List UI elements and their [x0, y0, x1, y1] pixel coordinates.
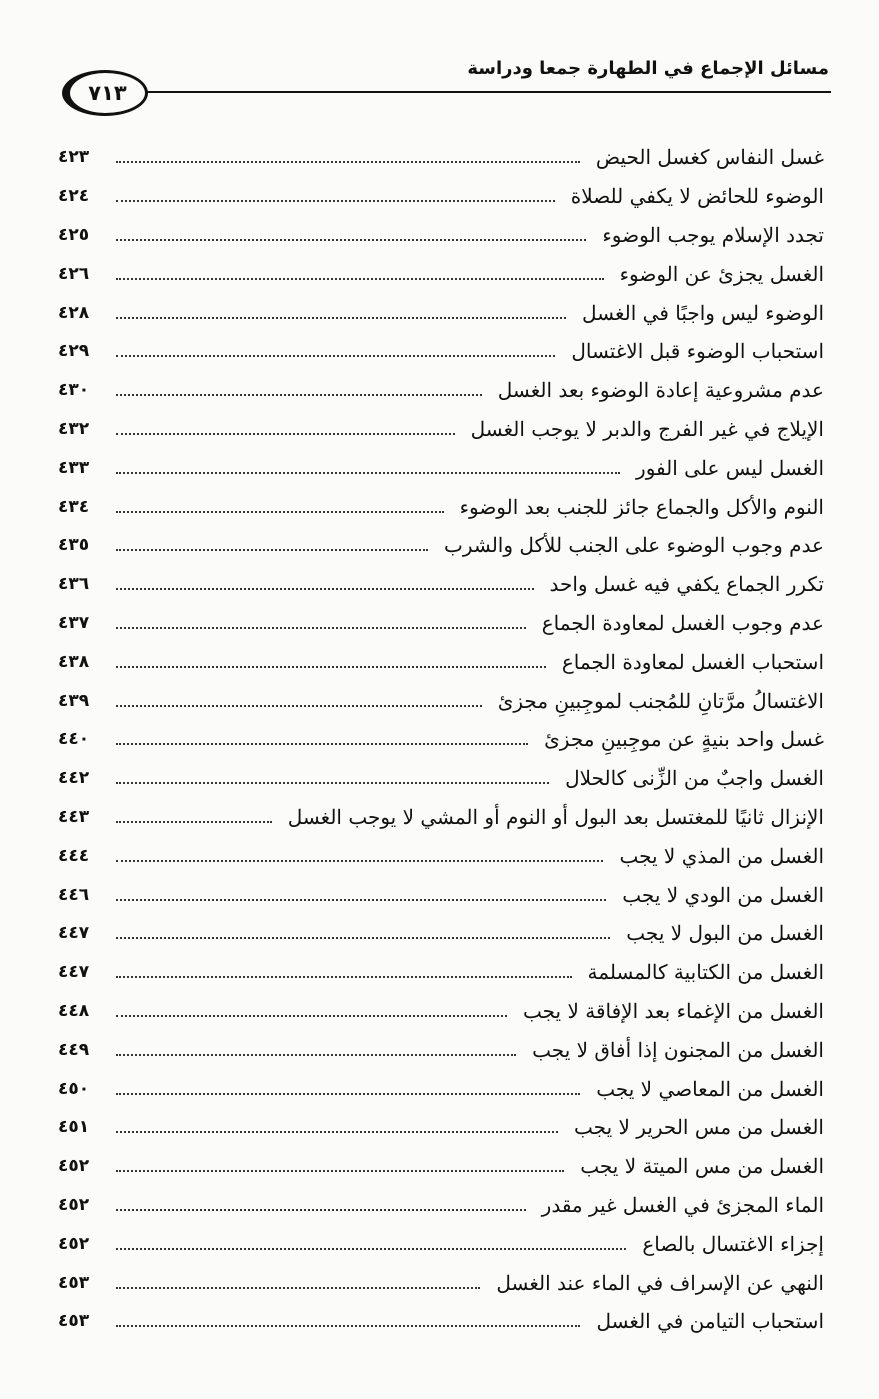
toc-topic: الغسل من المعاصي لا يجب [596, 1076, 824, 1101]
toc-page-number: ٤٥٠ [58, 1078, 90, 1099]
dot-leader [116, 1054, 516, 1056]
header-rule [140, 91, 831, 93]
toc-entry [58, 293, 824, 332]
toc-page-number: ٤٤٦ [58, 884, 90, 905]
toc-page-number: ٤٢٥ [58, 224, 90, 245]
toc-entry [58, 332, 824, 371]
toc-page-number: ٤٥٣ [58, 1311, 90, 1332]
toc-topic: الوضوء للحائض لا يكفي للصلاة [570, 184, 824, 209]
dot-leader [116, 1325, 580, 1327]
toc-topic: الغسل واجبٌ من الزِّنى كالحلال [565, 766, 824, 791]
toc-topic: عدم مشروعية إعادة الوضوء بعد الغسل [497, 378, 824, 403]
toc-page-number: ٤٣٤ [58, 496, 90, 517]
toc-topic: الغسل من الودي لا يجب [622, 882, 824, 907]
toc-page-number: ٤٤٤ [58, 845, 90, 866]
toc-topic: تكرر الجماع يكفي فيه غسل واحد [549, 572, 824, 597]
toc-entry [58, 1030, 824, 1069]
dot-leader [116, 394, 482, 396]
toc-page-number: ٤٣٧ [58, 612, 90, 633]
dot-leader [116, 588, 534, 590]
toc-topic: تجدد الإسلام يوجب الوضوء [602, 222, 824, 247]
dot-leader [116, 278, 604, 280]
dot-leader [116, 821, 272, 823]
dot-leader [116, 1170, 564, 1172]
toc-entry [58, 177, 824, 216]
page-number-badge [62, 70, 148, 116]
book-title: مسائل الإجماع في الطهارة جمعا ودراسة [467, 58, 829, 79]
toc-page-number: ٤٤٧ [58, 962, 90, 983]
dot-leader [116, 1248, 626, 1250]
dot-leader [116, 239, 586, 241]
dot-leader [116, 1015, 507, 1017]
toc-entry [58, 1069, 824, 1108]
toc-entry [58, 410, 824, 449]
dot-leader [116, 511, 444, 513]
toc-page-number: ٤٢٦ [58, 263, 90, 284]
toc-entry [58, 216, 824, 255]
toc-topic: الغسل ليس على الفور [636, 455, 824, 480]
dot-leader [116, 549, 428, 551]
toc-entry [58, 798, 824, 837]
toc-entry [58, 565, 824, 604]
toc-topic: الغسل من مس الميتة لا يجب [580, 1154, 824, 1179]
toc-topic: الاغتسالُ مرَّتانِ للمُجنب لموجِبينِ مجزئ [497, 688, 824, 713]
toc-entry [58, 371, 824, 410]
toc-page-number: ٤٤٧ [58, 923, 90, 944]
dot-leader [116, 161, 580, 163]
toc-topic: استحباب الوضوء قبل الاغتسال [571, 339, 824, 364]
table-of-contents [58, 138, 824, 1341]
dot-leader [116, 317, 566, 319]
toc-entry [58, 448, 824, 487]
toc-page-number: ٤٢٩ [58, 341, 90, 362]
dot-leader [116, 433, 455, 435]
page-number: ٧١٣ [88, 81, 127, 105]
toc-topic: استحباب التيامن في الغسل [596, 1309, 824, 1334]
toc-page-number: ٤٤٣ [58, 806, 90, 827]
toc-topic: الوضوء ليس واجبًا في الغسل [582, 300, 824, 325]
toc-page-number: ٤٤٠ [58, 729, 90, 750]
toc-topic: غسل واحد بنيةٍ عن موجِبينِ مجزئ [544, 727, 824, 752]
toc-page-number: ٤٥٢ [58, 1233, 90, 1254]
toc-entry [58, 914, 824, 953]
toc-entry [58, 1186, 824, 1225]
toc-entry [58, 953, 824, 992]
toc-page-number: ٤٥٢ [58, 1156, 90, 1177]
toc-entry [58, 254, 824, 293]
toc-entry [58, 138, 824, 177]
toc-topic: الغسل من المذي لا يجب [619, 843, 824, 868]
toc-topic: الغسل من المجنون إذا أفاق لا يجب [532, 1037, 824, 1062]
toc-entry [58, 642, 824, 681]
toc-page-number: ٤٤٩ [58, 1039, 90, 1060]
toc-page-number: ٤٥٣ [58, 1272, 90, 1293]
toc-topic: الإيلاج في غير الفرج والدبر لا يوجب الغسل [470, 416, 824, 441]
dot-leader [116, 1287, 480, 1289]
toc-entry [58, 720, 824, 759]
toc-entry [58, 759, 824, 798]
toc-entry [58, 1302, 824, 1341]
toc-topic: إجزاء الاغتسال بالصاع [642, 1231, 824, 1256]
toc-page-number: ٤٢٤ [58, 186, 90, 207]
toc-page-number: ٤٤٨ [58, 1000, 90, 1021]
toc-entry [58, 1263, 824, 1302]
dot-leader [116, 472, 620, 474]
toc-page-number: ٤٣٠ [58, 380, 90, 401]
dot-leader [116, 200, 555, 202]
toc-page-number: ٤٥٢ [58, 1194, 90, 1215]
toc-topic: عدم وجوب الغسل لمعاودة الجماع [541, 610, 824, 635]
toc-page-number: ٤٥١ [58, 1117, 90, 1138]
toc-entry [58, 1108, 824, 1147]
toc-entry [58, 1224, 824, 1263]
toc-entry [58, 1147, 824, 1186]
toc-page-number: ٤٢٨ [58, 302, 90, 323]
toc-topic: استحباب الغسل لمعاودة الجماع [561, 649, 824, 674]
toc-entry [58, 604, 824, 643]
toc-topic: الغسل من البول لا يجب [626, 921, 824, 946]
toc-entry [58, 992, 824, 1031]
dot-leader [116, 705, 482, 707]
dot-leader [116, 1131, 558, 1133]
toc-entry [58, 487, 824, 526]
toc-topic: النهي عن الإسراف في الماء عند الغسل [496, 1270, 824, 1295]
dot-leader [116, 1093, 580, 1095]
dot-leader [116, 666, 546, 668]
toc-page-number: ٤٣٩ [58, 690, 90, 711]
dot-leader [116, 976, 572, 978]
dot-leader [116, 899, 606, 901]
toc-topic: الغسل يجزئ عن الوضوء [619, 261, 824, 286]
toc-page-number: ٤٣٦ [58, 574, 90, 595]
toc-entry [58, 836, 824, 875]
toc-page-number: ٤٤٢ [58, 768, 90, 789]
toc-page-number: ٤٢٣ [58, 147, 90, 168]
toc-topic: الماء المجزئ في الغسل غير مقدر [541, 1192, 824, 1217]
toc-page-number: ٤٣٢ [58, 418, 90, 439]
dot-leader [116, 937, 610, 939]
toc-page-number: ٤٣٨ [58, 651, 90, 672]
toc-topic: عدم وجوب الوضوء على الجنب للأكل والشرب [443, 533, 824, 558]
toc-page-number: ٤٣٣ [58, 457, 90, 478]
toc-topic: الإنزال ثانيًا للمغتسل بعد البول أو النوم أو المشي لا يوجب الغسل [287, 804, 824, 829]
dot-leader [116, 355, 555, 357]
toc-page-number: ٤٣٥ [58, 535, 90, 556]
toc-topic: النوم والأكل والجماع جائز للجنب بعد الوضوء [459, 494, 824, 519]
toc-entry [58, 875, 824, 914]
dot-leader [116, 782, 549, 784]
toc-topic: الغسل من الكتابية كالمسلمة [587, 960, 824, 985]
dot-leader [116, 743, 528, 745]
dot-leader [116, 627, 526, 629]
toc-topic: غسل النفاس كغسل الحيض [595, 145, 824, 170]
toc-entry [58, 526, 824, 565]
toc-topic: الغسل من الإغماء بعد الإفاقة لا يجب [523, 998, 824, 1023]
dot-leader [116, 860, 603, 862]
toc-entry [58, 681, 824, 720]
toc-topic: الغسل من مس الحرير لا يجب [574, 1115, 824, 1140]
dot-leader [116, 1209, 526, 1211]
